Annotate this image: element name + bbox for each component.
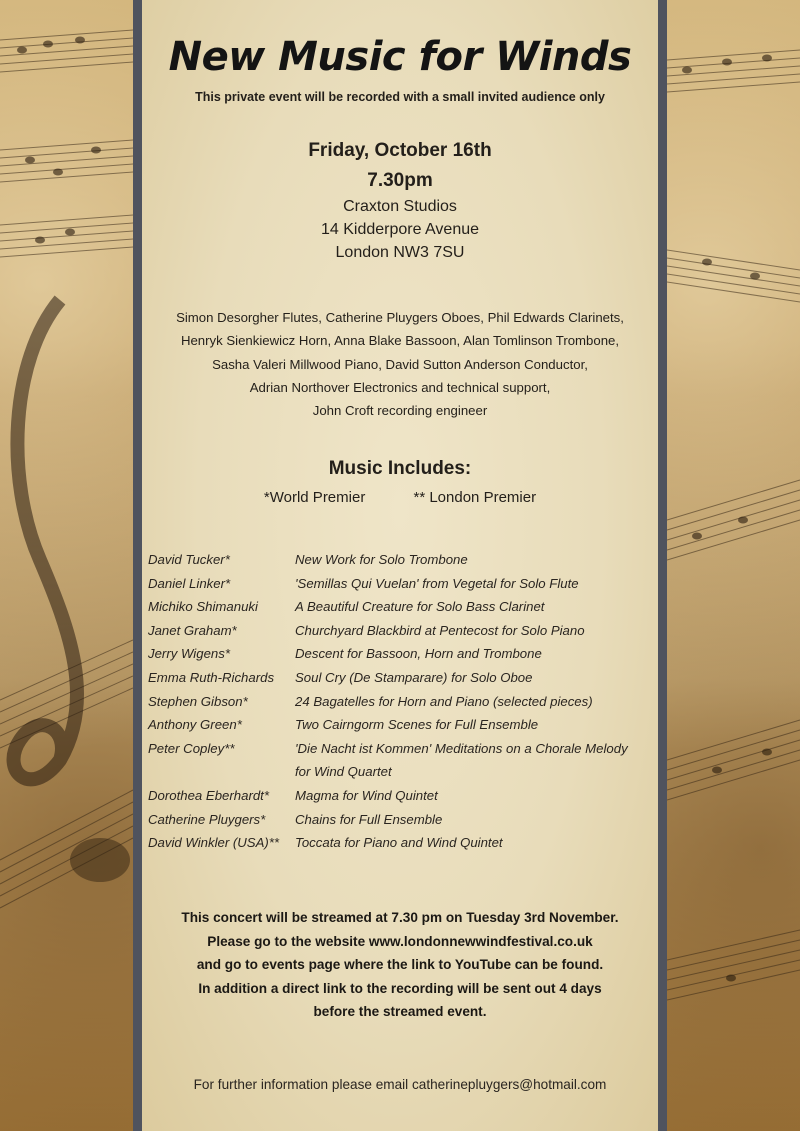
streaming-line: Please go to the website www.londonnewwindfestival.co.uk [207,933,593,949]
premiere-legend [142,489,658,506]
poster-panel [142,0,658,1131]
streaming-info [142,906,658,1024]
performers-line: Adrian Northover Electronics and technical support, [249,379,551,395]
work-title: for Wind Quartet [295,764,392,780]
work-title: 'Semillas Qui Vuelan' from Vegetal for Solo Flute [295,575,579,591]
program-row [148,595,658,619]
composer-name: Michiko Shimanuki [148,599,258,615]
work-title: 'Die Nacht ist Kommen' Meditations on a Chorale Melody [295,740,628,756]
poster-subtitle: This private event will be recorded with a small invited audience only [195,90,605,104]
composer-name [148,760,295,784]
program-row-continuation [148,760,658,784]
performers-list [142,306,658,422]
program-row [148,666,658,690]
program-row [148,619,658,643]
performers-line: Henryk Sienkiewicz Horn, Anna Blake Bassoon, Alan Tomlinson Trombone, [180,333,620,349]
work-title: Churchyard Blackbird at Pentecost for Solo Piano [295,622,585,638]
sheet-music-decoration-right [667,0,800,1131]
streaming-line: This concert will be streamed at 7.30 pm on Tuesday 3rd November. [181,910,619,925]
sheet-music-decoration-left [0,0,133,1131]
left-divider-bar [133,0,142,1131]
composer-name: Catherine Pluygers* [148,811,266,827]
program-row [148,808,658,832]
work-title: New Work for Solo Trombone [295,552,468,567]
venue-city: London NW3 7SU [335,244,465,261]
streaming-line: and go to events page where the link to YouTube can be found. [196,957,604,973]
music-includes-heading: Music Includes: [328,458,472,479]
composer-name: Jerry Wigens* [148,646,230,662]
work-title: Toccata for Piano and Wind Quintet [295,835,503,851]
work-title: 24 Bagatelles for Horn and Piano (selected pieces) [295,693,593,709]
composer-name: Daniel Linker* [148,575,231,591]
performers-line: Sasha Valeri Millwood Piano, David Sutton Anderson Conductor, [212,356,588,372]
contact-footer: For further information please email catherinepluygers@hotmail.com [193,1077,607,1092]
work-title: Chains for Full Ensemble [295,811,443,827]
event-time: 7.30pm [367,170,433,191]
program-row [148,737,658,761]
composer-name: David Tucker* [148,552,230,567]
composer-name: Janet Graham* [148,622,237,638]
work-title: Two Cairngorm Scenes for Full Ensemble [295,717,539,733]
composer-name: Dorothea Eberhardt* [148,787,269,803]
composer-name: David Winkler (USA)** [148,835,280,851]
program-row [148,784,658,808]
work-title: Magma for Wind Quintet [295,787,438,803]
work-title: A Beautiful Creature for Solo Bass Clarinet [295,599,545,615]
program-row [148,831,658,855]
composer-name: Emma Ruth-Richards [148,669,275,685]
london-premiere-legend: ** London Premier [413,489,537,506]
composer-name: Peter Copley** [148,740,235,756]
program-row [148,642,658,666]
performers-line: John Croft recording engineer [312,403,488,419]
venue-name: Craxton Studios [343,198,457,215]
composer-name: Anthony Green* [148,717,242,733]
venue-street: 14 Kidderpore Avenue [320,221,480,238]
work-title: Descent for Bassoon, Horn and Trombone [295,646,542,662]
left-sheet-music-art [0,0,133,1131]
program-row [148,690,658,714]
program-list [148,548,658,855]
performers-line: Simon Desorgher Flutes, Catherine Pluygers Oboes, Phil Edwards Clarinets, [176,310,624,325]
program-row [148,572,658,596]
world-premiere-legend: *World Premier [263,489,366,506]
program-row [148,548,658,572]
streaming-line: In addition a direct link to the recording will be sent out 4 days [198,980,602,996]
right-sheet-music-art [667,0,800,1131]
right-divider-bar [658,0,667,1131]
streaming-line: before the streamed event. [313,1004,487,1020]
composer-name: Stephen Gibson* [148,693,248,709]
program-row [148,713,658,737]
event-date: Friday, October 16th [308,140,492,161]
poster-title: New Music for Winds [168,34,632,80]
work-title: Soul Cry (De Stamparare) for Solo Oboe [295,669,533,685]
